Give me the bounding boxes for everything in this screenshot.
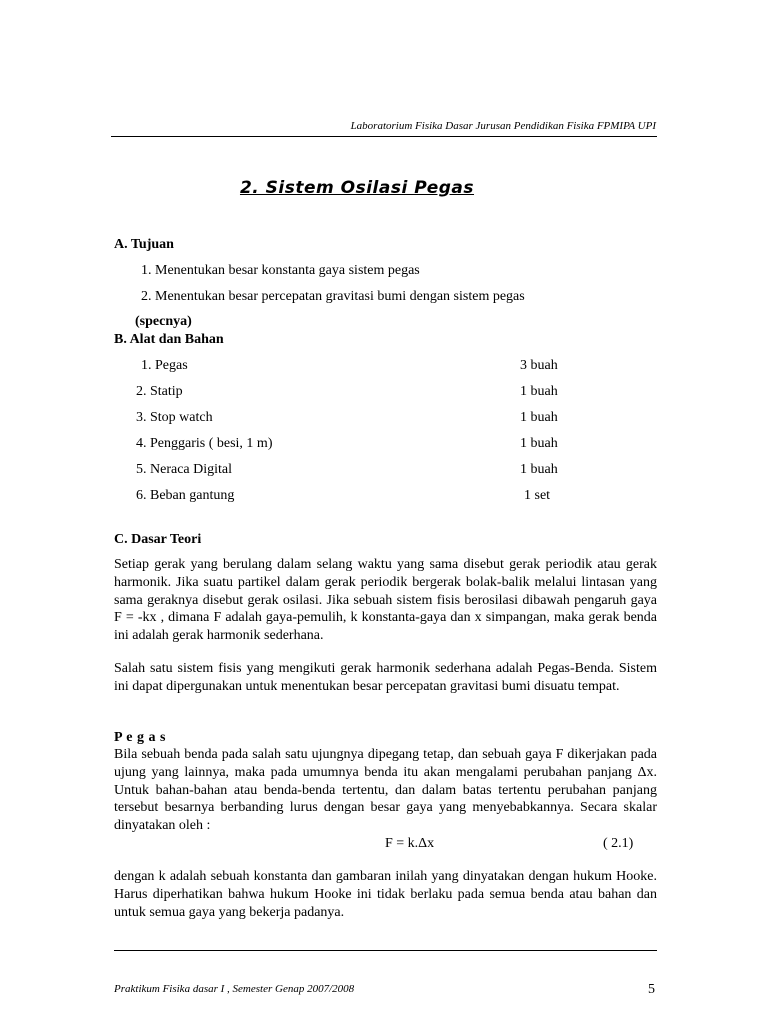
equipment-name: 6. Beban gantung [136, 488, 235, 503]
equipment-qty: 1 buah [520, 436, 558, 451]
theory-paragraph: Salah satu sistem fisis yang mengikuti gerak harmonik sederhana adalah Pegas-Benda. Sistem ini dapat dipergunakan untuk menentukan besar percepatan gravitasi bumi disuatu tempat. [114, 661, 657, 694]
document-title: 2. Sistem Osilasi Pegas [239, 178, 475, 198]
objective-item: 1. Menentukan besar konstanta gaya sistem pegas [141, 263, 420, 278]
subsection-heading: P e g a s [114, 730, 166, 745]
equipment-qty: 1 buah [520, 462, 558, 477]
running-footer: Praktikum Fisika dasar I , Semester Genap 2007/2008 [114, 983, 355, 995]
equipment-qty: 1 set [524, 488, 551, 503]
section-b-heading: B. Alat dan Bahan [114, 332, 224, 347]
footer-divider [114, 950, 657, 951]
equipment-name: 4. Penggaris ( besi, 1 m) [136, 436, 273, 451]
equipment-name: 1. Pegas [141, 358, 188, 373]
running-header: Laboratorium Fisika Dasar Jurusan Pendidikan Fisika FPMIPA UPI [350, 120, 656, 132]
theory-paragraph: Setiap gerak yang berulang dalam selang waktu yang sama disebut gerak periodik atau gerak harmonik. Jika suatu partikel dalam gerak periodik bergerak bolak-balik melalui lintasan yang sama geraknya disebut gerak osilasi. Jika sebuah sistem fisis berosilasi dibawah pengaruh gaya F = -kx , dimana F adalah gaya-pemulih, k konstanta-gaya dan x simpangan, maka gerak benda ini adalah gerak harmonik sederhana. [114, 557, 657, 644]
header-divider [111, 136, 657, 137]
page-number: 5 [648, 982, 655, 997]
section-c-heading: C. Dasar Teori [114, 532, 202, 547]
equipment-qty: 3 buah [520, 358, 558, 373]
equipment-name: 5. Neraca Digital [136, 462, 233, 477]
equation: F = k.Δx [385, 836, 435, 851]
section-a-heading: A. Tujuan [114, 237, 174, 252]
equipment-name: 2. Statip [136, 384, 183, 399]
equipment-qty: 1 buah [520, 410, 558, 425]
objective-item: 2. Menentukan besar percepatan gravitasi bumi dengan sistem pegas [141, 289, 525, 304]
theory-paragraph: dengan k adalah sebuah konstanta dan gambaran inilah yang dinyatakan dengan hukum Hooke. Harus diperhatikan bahwa hukum Hooke ini tidak berlaku pada semua benda atau bahan dan untuk semua gaya yang bekerja padanya. [114, 869, 657, 920]
equipment-qty: 1 buah [520, 384, 558, 399]
spec-note: (specnya) [135, 314, 192, 329]
equipment-name: 3. Stop watch [136, 410, 213, 425]
theory-paragraph: Bila sebuah benda pada salah satu ujungnya dipegang tetap, dan sebuah gaya F dikerjakan pada ujung yang lainnya, maka pada umumnya benda itu akan mengalami perubahan panjang Δx. Untuk bahan-bahan atau benda-benda tertentu, dan dalam batas tertentu perubahan panjang tersebut besarnya berbanding lurus dengan besar gaya yang menyebabkannya. Secara skalar dinyatakan oleh : [114, 747, 657, 834]
equation-number: ( 2.1) [603, 836, 634, 851]
